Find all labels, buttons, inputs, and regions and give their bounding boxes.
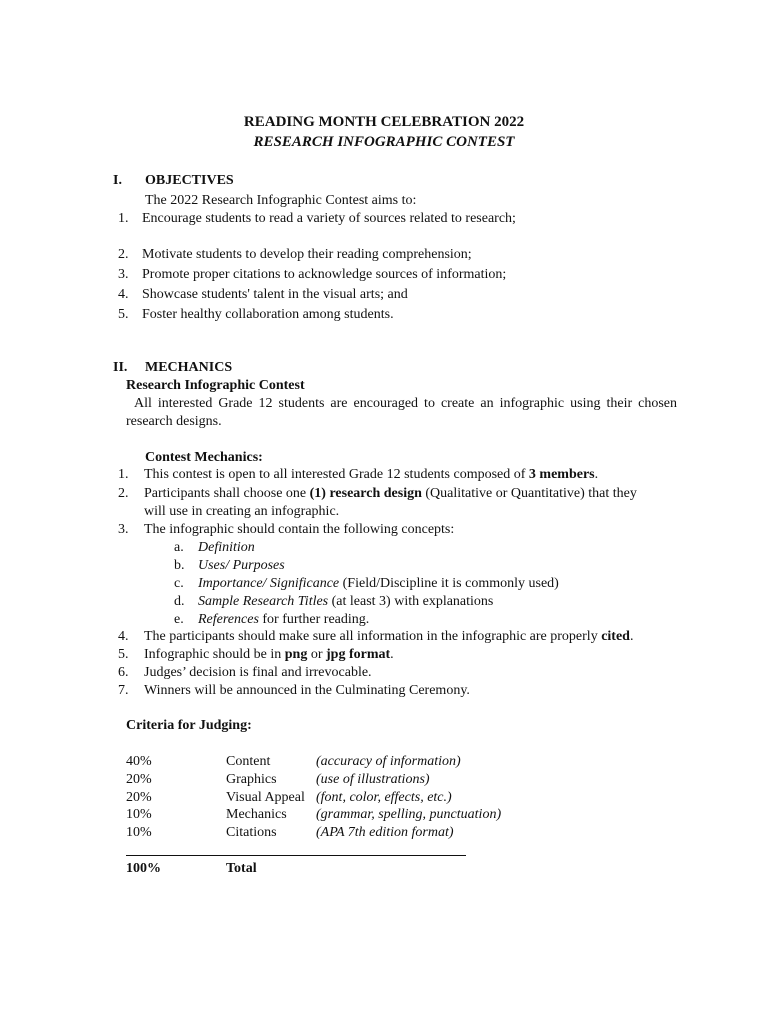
sublist-letter: d. bbox=[174, 594, 185, 609]
section-heading: OBJECTIVES bbox=[145, 173, 234, 188]
section-number: I. bbox=[113, 173, 122, 188]
list-item: Infographic should be in png or jpg format. bbox=[144, 647, 394, 662]
criteria-name: Visual Appeal bbox=[226, 790, 305, 805]
mechanics-paragraph: All interested Grade 12 students are encouraged to create an infographic using their chosen research designs. bbox=[126, 396, 677, 429]
sublist-item: Uses/ Purposes bbox=[198, 558, 285, 573]
list-item: Encourage students to read a variety of sources related to research; bbox=[142, 211, 516, 226]
criteria-percent: 10% bbox=[126, 825, 152, 840]
sublist-letter: b. bbox=[174, 558, 185, 573]
document-subtitle: RESEARCH INFOGRAPHIC CONTEST bbox=[253, 134, 515, 150]
list-number: 4. bbox=[118, 287, 129, 302]
criteria-description: (font, color, effects, etc.) bbox=[316, 790, 452, 805]
list-item-continuation: will use in creating an infographic. bbox=[144, 504, 340, 519]
total-percent: 100% bbox=[126, 861, 161, 876]
list-number: 1. bbox=[118, 211, 129, 226]
sublist-item: Sample Research Titles (at least 3) with explanations bbox=[198, 594, 494, 609]
total-divider bbox=[126, 855, 466, 856]
list-number: 4. bbox=[118, 629, 129, 644]
sublist-item: Definition bbox=[198, 540, 255, 555]
list-item: Motivate students to develop their reading comprehension; bbox=[142, 247, 472, 262]
criteria-name: Mechanics bbox=[226, 807, 287, 822]
list-item: Participants shall choose one (1) research design (Qualitative or Quantitative) that they bbox=[144, 486, 637, 501]
list-number: 6. bbox=[118, 665, 129, 680]
list-item: The participants should make sure all information in the infographic are properly cited. bbox=[144, 629, 634, 644]
list-number: 3. bbox=[118, 522, 129, 537]
list-number: 2. bbox=[118, 247, 129, 262]
criteria-percent: 10% bbox=[126, 807, 152, 822]
list-item: Foster healthy collaboration among students. bbox=[142, 307, 394, 322]
sublist-letter: a. bbox=[174, 540, 184, 555]
criteria-description: (accuracy of information) bbox=[316, 754, 461, 769]
list-number: 2. bbox=[118, 486, 129, 501]
sublist-item: Importance/ Significance (Field/Discipline it is commonly used) bbox=[198, 576, 559, 591]
list-item: This contest is open to all interested Grade 12 students composed of 3 members. bbox=[144, 467, 599, 482]
document-title: READING MONTH CELEBRATION 2022 bbox=[243, 114, 525, 130]
criteria-name: Citations bbox=[226, 825, 277, 840]
list-item: Judges’ decision is final and irrevocable. bbox=[144, 665, 372, 680]
list-number: 3. bbox=[118, 267, 129, 282]
criteria-percent: 20% bbox=[126, 772, 152, 787]
section-number: II. bbox=[113, 360, 128, 375]
contest-mechanics-heading: Contest Mechanics: bbox=[145, 450, 263, 465]
list-number: 5. bbox=[118, 647, 129, 662]
total-label: Total bbox=[226, 861, 257, 876]
objectives-intro: The 2022 Research Infographic Contest aims to: bbox=[145, 193, 417, 208]
criteria-percent: 20% bbox=[126, 790, 152, 805]
sublist-letter: c. bbox=[174, 576, 184, 591]
criteria-percent: 40% bbox=[126, 754, 152, 769]
list-item: Promote proper citations to acknowledge sources of information; bbox=[142, 267, 507, 282]
sublist-letter: e. bbox=[174, 612, 184, 627]
criteria-description: (grammar, spelling, punctuation) bbox=[316, 807, 502, 822]
list-item: Winners will be announced in the Culminating Ceremony. bbox=[144, 683, 470, 698]
list-number: 1. bbox=[118, 467, 129, 482]
section-heading: MECHANICS bbox=[145, 360, 233, 375]
sublist-item: References for further reading. bbox=[198, 612, 370, 627]
list-number: 5. bbox=[118, 307, 129, 322]
list-item: The infographic should contain the following concepts: bbox=[144, 522, 455, 537]
criteria-description: (APA 7th edition format) bbox=[316, 825, 454, 840]
criteria-name: Content bbox=[226, 754, 271, 769]
criteria-name: Graphics bbox=[226, 772, 277, 787]
contest-subheading: Research Infographic Contest bbox=[126, 378, 305, 393]
criteria-description: (use of illustrations) bbox=[316, 772, 430, 787]
list-number: 7. bbox=[118, 683, 129, 698]
criteria-heading: Criteria for Judging: bbox=[126, 718, 252, 733]
list-item: Showcase students' talent in the visual arts; and bbox=[142, 287, 408, 302]
